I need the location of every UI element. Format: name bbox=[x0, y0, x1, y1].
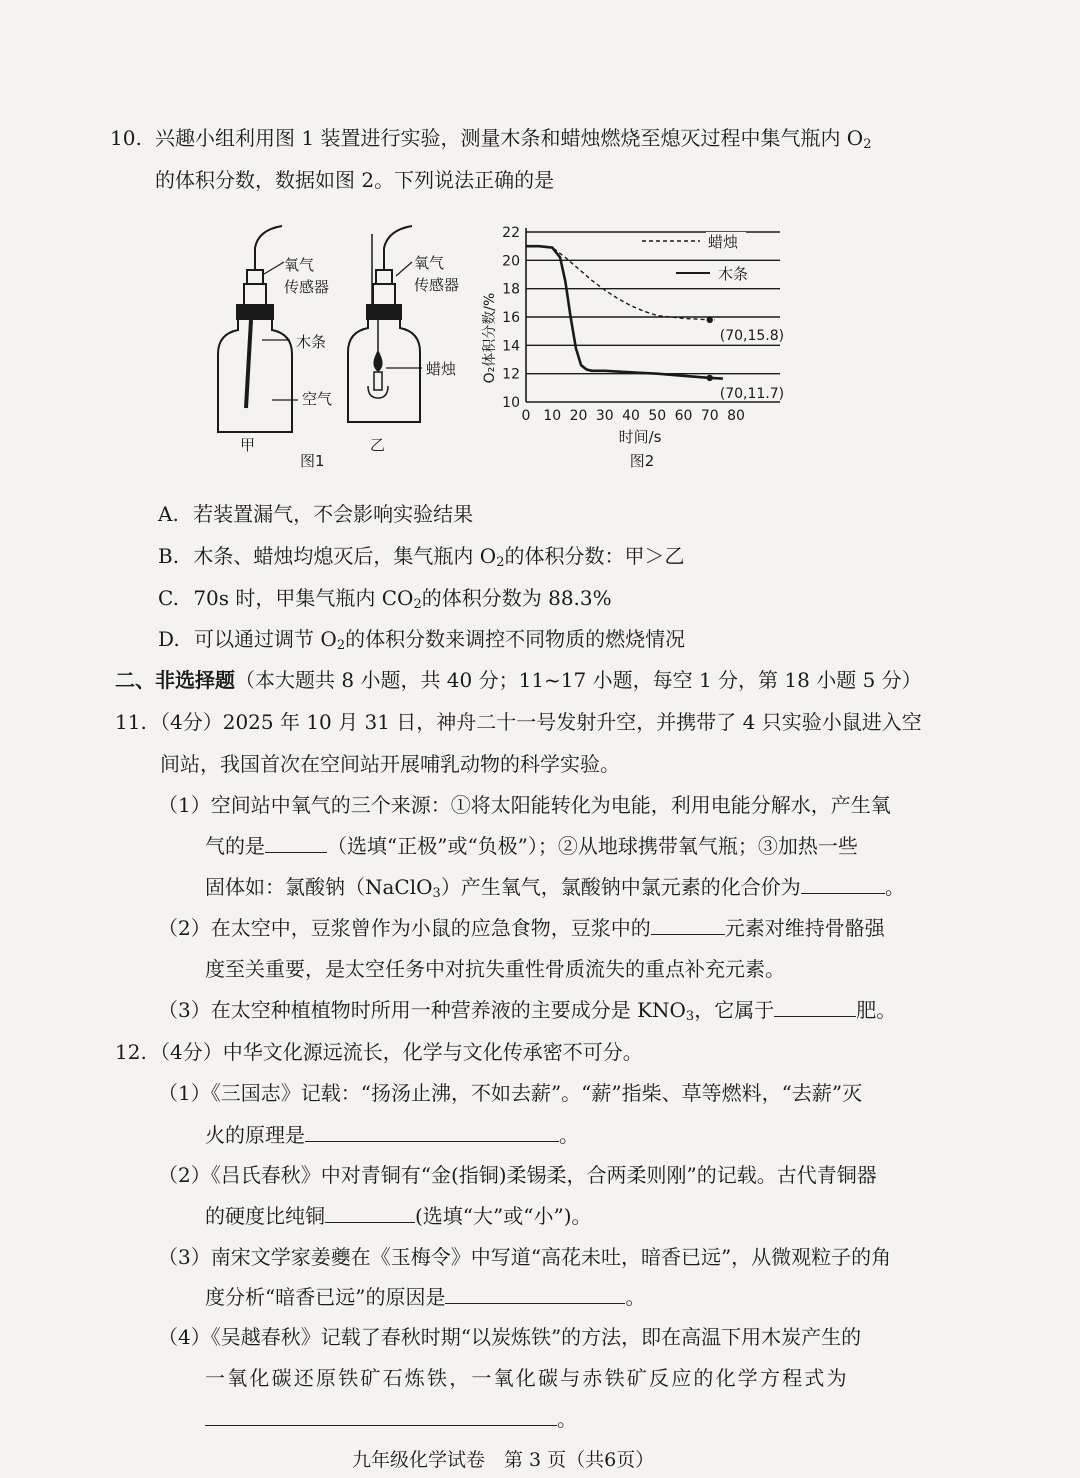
q11-p1-line3-b: ）产生氧气，氯酸钠中氯元素的化合价为 bbox=[440, 875, 801, 899]
y-tick-label: 22 bbox=[502, 225, 520, 241]
q11-p1-line2-a: 气的是 bbox=[205, 834, 265, 858]
answer-blank[interactable] bbox=[305, 1123, 559, 1142]
option-d-post: 的体积分数来调控不同物质的燃烧情况 bbox=[345, 627, 686, 651]
data-point-label: (70,15.8) bbox=[719, 327, 785, 344]
answer-blank[interactable] bbox=[774, 998, 856, 1017]
q12-p2-line1: （2）《吕氏春秋》中对青铜有“金(指铜)柔锡柔，合两柔则刚”的记载。古代青铜器 bbox=[158, 1163, 877, 1187]
section-2-heading bbox=[115, 666, 922, 694]
q11-p2-line1 bbox=[158, 914, 885, 942]
fig1-sensor-a-yi: 氧气 bbox=[414, 254, 445, 272]
q10-number: 10. bbox=[110, 126, 142, 150]
option-c-sub: 2 bbox=[413, 597, 422, 612]
data-point bbox=[707, 317, 713, 323]
q12-p2-line2 bbox=[205, 1202, 592, 1230]
page-footer: 九年级化学试卷 第 3 页（共6页） bbox=[352, 1449, 655, 1471]
option-b-letter: B. bbox=[158, 544, 180, 568]
x-tick-label: 10 bbox=[543, 408, 562, 424]
q11-p1-line3-sub: 3 bbox=[432, 886, 441, 901]
x-tick-label: 0 bbox=[521, 408, 531, 424]
figure-1-apparatus bbox=[200, 222, 490, 474]
answer-blank[interactable] bbox=[265, 834, 327, 853]
q11-line1: （4分）2025 年 10 月 31 日，神舟二十一号发射升空，并携带了 4 只实验小鼠进入空 bbox=[150, 710, 922, 734]
fig1-label-jia: 甲 bbox=[240, 436, 256, 454]
y-tick-label: 12 bbox=[502, 366, 520, 383]
q11-p3-b: ，它属于 bbox=[694, 998, 775, 1022]
bottle-yi bbox=[348, 226, 422, 422]
y-tick-label: 16 bbox=[502, 310, 520, 326]
answer-blank[interactable] bbox=[325, 1204, 415, 1223]
q10-stem-text: 兴趣小组利用图 1 装置进行实验，测量木条和蜡烛燃烧至熄灭过程中集气瓶内 O bbox=[155, 126, 864, 150]
q11-p1-line3-c: 。 bbox=[884, 875, 905, 899]
option-b-pre: 木条、蜡烛均熄灭后，集气瓶内 O bbox=[193, 544, 497, 568]
section-2-desc: （本大题共 8 小题，共 40 分；11~17 小题，每空 1 分，第 18 小题 5 分） bbox=[235, 668, 922, 692]
q11-p1-line3-a: 固体如：氯酸钠（NaClO bbox=[205, 875, 433, 899]
q12-p1-line2 bbox=[205, 1121, 579, 1149]
y-tick-label: 14 bbox=[502, 338, 520, 355]
option-b-sub: 2 bbox=[496, 555, 505, 570]
q10-option-d bbox=[158, 625, 685, 653]
q10-option-a bbox=[158, 500, 473, 528]
q12-line1: （4分）中华文化源远流长，化学与文化传承密不可分。 bbox=[150, 1040, 643, 1064]
data-point-label: (70,11.7) bbox=[719, 385, 785, 402]
series-line-candle bbox=[526, 246, 715, 320]
x-tick-label: 50 bbox=[648, 408, 667, 424]
q11-p3-sub: 3 bbox=[685, 1009, 695, 1024]
option-a-text: 若装置漏气，不会影响实验结果 bbox=[193, 502, 474, 526]
fig2-caption: 图2 bbox=[629, 452, 655, 470]
q12-p1-line2-a: 火的原理是 bbox=[205, 1123, 305, 1147]
fig1-wood-label: 木条 bbox=[296, 333, 327, 351]
q12-p4-line3-end: 。 bbox=[557, 1407, 577, 1431]
chart-xlabel: 时间/s bbox=[618, 428, 662, 446]
option-c-pre: 70s 时，甲集气瓶内 CO bbox=[193, 586, 414, 610]
q11-p3 bbox=[158, 996, 896, 1024]
q12-p2-line2-a: 的硬度比纯铜 bbox=[205, 1204, 325, 1228]
q12-p3-line2-b: 。 bbox=[625, 1285, 646, 1309]
q12-p4-line2: 一氧化碳还原铁矿石炼铁，一氧化碳与赤铁矿反应的化学方程式为 bbox=[205, 1366, 849, 1390]
q11-p1-line2 bbox=[205, 832, 858, 860]
q11-p1-line2-b: （选填“正极”或“负极”）；②从地球携带氧气瓶；③加热一些 bbox=[327, 834, 858, 858]
q12-p3-line1: （3）南宋文学家姜夔在《玉梅令》中写道“高花未吐，暗香已远”，从微观粒子的角 bbox=[158, 1245, 892, 1269]
q11-p2-line2: 度至关重要，是太空任务中对抗失重性骨质流失的重点补充元素。 bbox=[205, 957, 785, 981]
q11-number: 11. bbox=[115, 710, 147, 734]
q10-option-c bbox=[158, 584, 612, 612]
q10-stem-line2: 的体积分数，数据如图 2。下列说法正确的是 bbox=[155, 168, 555, 192]
option-d-pre: 可以通过调节 O bbox=[194, 627, 337, 651]
answer-blank[interactable] bbox=[651, 916, 725, 935]
y-tick-label: 10 bbox=[502, 395, 520, 411]
data-point bbox=[707, 375, 713, 381]
fig1-candle-label: 蜡烛 bbox=[426, 360, 457, 378]
legend-wood-label: 木条 bbox=[718, 265, 749, 283]
q11-line2: 间站，我国首次在空间站开展哺乳动物的科学实验。 bbox=[160, 752, 620, 776]
answer-blank[interactable] bbox=[445, 1285, 625, 1304]
x-tick-label: 30 bbox=[595, 408, 614, 424]
q10-stem-sub: 2 bbox=[863, 137, 872, 152]
q10-option-b bbox=[158, 542, 684, 570]
chart-ylabel: O₂体积分数/% bbox=[482, 292, 498, 384]
q11-p3-c: 肥。 bbox=[856, 998, 897, 1022]
q12-p1-line2-b: 。 bbox=[559, 1123, 579, 1147]
fig1-sensor-b-yi: 传感器 bbox=[414, 276, 460, 294]
q12-number: 12. bbox=[115, 1040, 147, 1064]
q12-p4-line3 bbox=[205, 1405, 577, 1433]
series-line-wood bbox=[526, 246, 723, 378]
option-c-post: 的体积分数为 88.3% bbox=[421, 586, 612, 610]
option-b-post: 的体积分数：甲＞乙 bbox=[504, 544, 685, 568]
q12-p1-line1: （1）《三国志》记载：“扬汤止沸，不如去薪”。“薪”指柴、草等燃料，“去薪”灭 bbox=[158, 1081, 863, 1105]
x-tick-label: 40 bbox=[622, 408, 640, 424]
fig1-air-label: 空气 bbox=[302, 390, 333, 408]
q12-p3-line2 bbox=[205, 1283, 645, 1311]
option-a-letter: A. bbox=[158, 502, 179, 526]
answer-blank[interactable] bbox=[801, 875, 885, 894]
q11-p1-line1: （1）空间站中氧气的三个来源：①将太阳能转化为电能，利用电能分解水，产生氧 bbox=[158, 793, 891, 817]
q10-stem-line1 bbox=[155, 124, 871, 152]
y-tick-label: 20 bbox=[502, 253, 520, 270]
q11-p2-line1-b: 元素对维持骨骼强 bbox=[724, 916, 885, 940]
q12-p3-line2-a: 度分析“暗香已远”的原因是 bbox=[205, 1285, 446, 1309]
figure-2-chart bbox=[476, 212, 806, 474]
fig1-sensor-b-jia: 传感器 bbox=[284, 278, 330, 296]
q11-p3-a: （3）在太空种植植物时所用一种营养液的主要成分是 KNO bbox=[158, 998, 686, 1022]
x-tick-label: 70 bbox=[700, 408, 719, 424]
x-tick-label: 60 bbox=[674, 408, 693, 424]
y-tick-label: 18 bbox=[502, 281, 520, 298]
answer-blank[interactable] bbox=[205, 1407, 557, 1426]
q12-p2-line2-b: (选填“大”或“小”)。 bbox=[415, 1204, 592, 1228]
q12-p4-line1: （4）《吴越春秋》记载了春秋时期“以炭炼铁”的方法，即在高温下用木炭产生的 bbox=[158, 1325, 862, 1349]
fig1-caption: 图1 bbox=[300, 452, 325, 470]
option-c-letter: C. bbox=[158, 586, 179, 610]
legend-candle-label: 蜡烛 bbox=[708, 233, 739, 251]
q11-p1-line3 bbox=[205, 873, 905, 901]
q11-p2-line1-a: （2）在太空中，豆浆曾作为小鼠的应急食物，豆浆中的 bbox=[158, 916, 651, 940]
fig1-label-yi: 乙 bbox=[370, 436, 386, 454]
x-tick-label: 20 bbox=[569, 408, 588, 424]
option-d-letter: D. bbox=[158, 627, 180, 651]
option-d-sub: 2 bbox=[336, 638, 346, 653]
fig1-sensor-a-jia: 氧气 bbox=[284, 256, 315, 274]
x-tick-label: 80 bbox=[727, 408, 745, 424]
section-2-title: 二、非选择题 bbox=[115, 668, 235, 692]
